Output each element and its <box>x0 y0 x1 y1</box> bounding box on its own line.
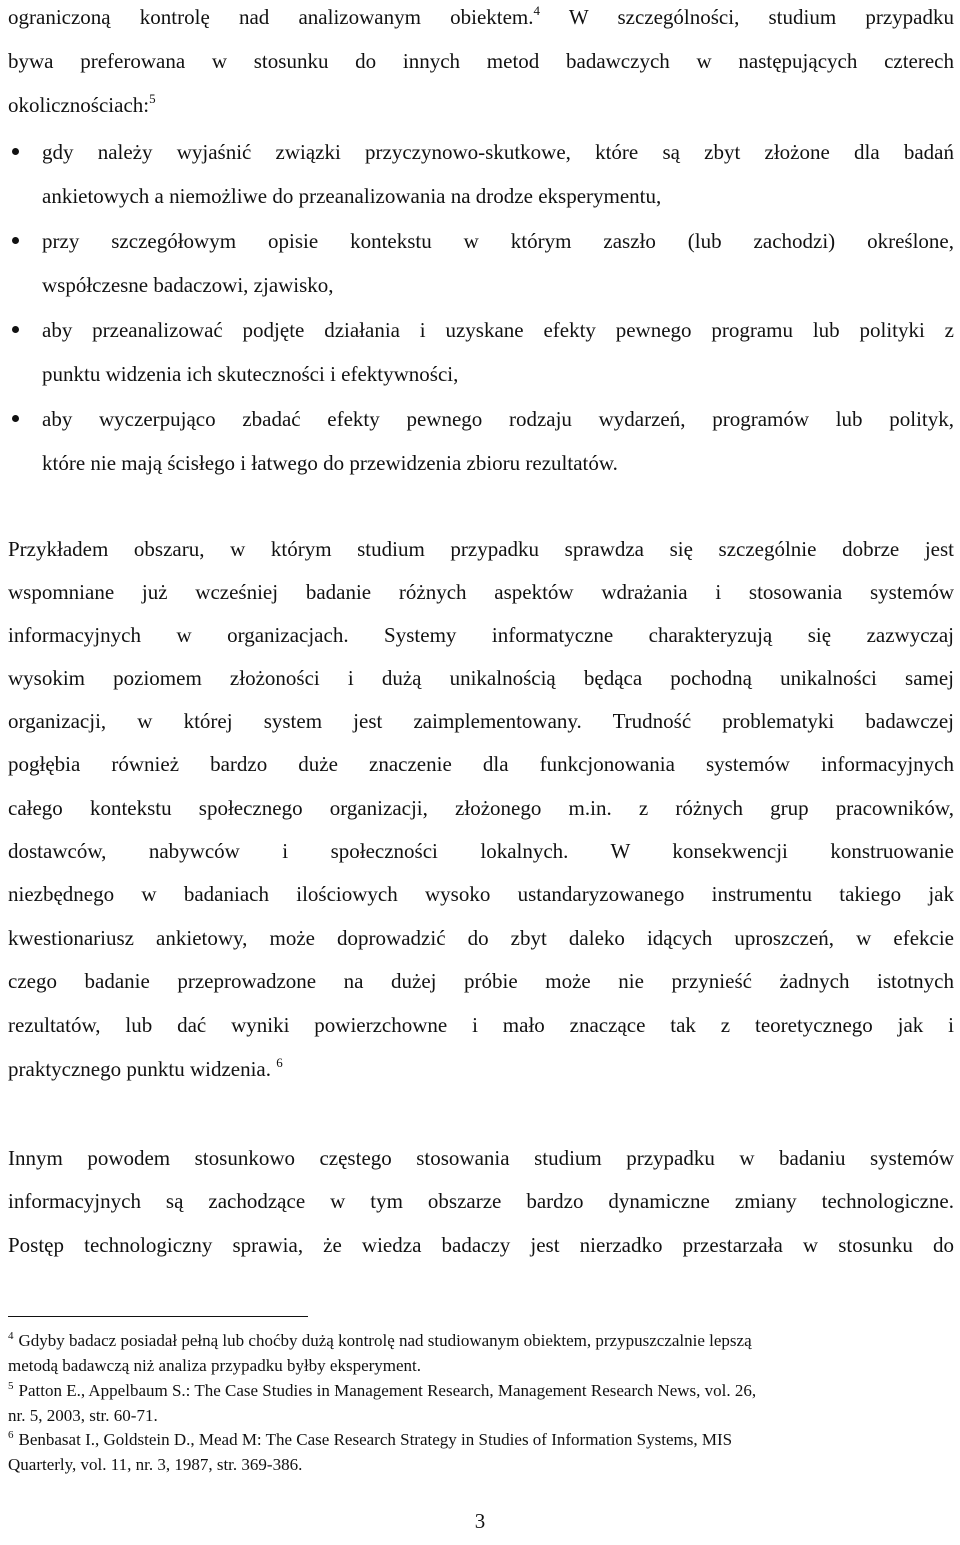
intro-text: ograniczoną kontrolę nad analizowanym obiektem. <box>8 5 534 29</box>
paragraph-line: Innym powodem stosunkowo częstego stosowania studium przypadku w badaniu systemów <box>8 1146 954 1170</box>
bullet-icon <box>12 415 19 422</box>
intro-text: okolicznościach: <box>8 93 150 117</box>
paragraph-line: organizacji, w której system jest zaimplementowany. Trudność problematyki badawczej <box>8 709 954 733</box>
paragraph-line: pogłębia również bardzo duże znaczenie dla funkcjonowania systemów informacyjnych <box>8 752 954 776</box>
list-item-text: przy szczegółowym opisie kontekstu w którym zaszło (lub zachodzi) określone, <box>42 229 954 253</box>
footnote-number: 5 <box>8 1380 14 1392</box>
footnote-number: 6 <box>8 1429 14 1441</box>
intro-line-1 <box>8 4 954 30</box>
bullet-icon <box>12 148 19 155</box>
paragraph-line: informacyjnych w organizacjach. Systemy informatyczne charakteryzują się zazwyczaj <box>8 623 954 647</box>
intro-text: W szczególności, studium przypadku <box>540 5 954 29</box>
list-item-text: ankietowych a niemożliwe do przeanalizowania na drodze eksperymentu, <box>42 184 662 208</box>
paragraph-line: niezbędnego w badaniach ilościowych wysoko ustandaryzowanego instrumentu takiego jak <box>8 882 954 906</box>
list-item-text: współczesne badaczowi, zjawisko, <box>42 273 334 297</box>
list-item-text: gdy należy wyjaśnić związki przyczynowo-skutkowe, które są zbyt złożone dla badań <box>42 140 954 164</box>
paragraph-line: Przykładem obszaru, w którym studium przypadku sprawdza się szczególnie dobrze jest <box>8 537 954 561</box>
paragraph-text: praktycznego punktu widzenia. <box>8 1057 277 1081</box>
footnote-text: Benbasat I., Goldstein D., Mead M: The Case Research Strategy in Studies of Information Systems, MIS <box>18 1430 733 1449</box>
footnote-line: Quarterly, vol. 11, nr. 3, 1987, str. 369-386. <box>8 1455 303 1474</box>
list-item-text: które nie mają ścisłego i łatwego do przewidzenia zbioru rezultatów. <box>42 451 618 475</box>
paragraph-line <box>8 1056 283 1082</box>
footnote-ref[interactable]: 5 <box>149 91 156 106</box>
footnote-line: nr. 5, 2003, str. 60-71. <box>8 1406 158 1425</box>
intro-line-2: bywa preferowana w stosunku do innych metod badawczych w następujących czterech <box>8 49 954 73</box>
paragraph-line: informacyjnych są zachodzące w tym obszarze bardzo dynamiczne zmiany technologiczne. <box>8 1189 954 1213</box>
paragraph-line: wysokim poziomem złożoności i dużą unikalnością będąca pochodną unikalności samej <box>8 666 954 690</box>
paragraph-line: rezultatów, lub dać wyniki powierzchowne i mało znaczące tak z teoretycznego jak i <box>8 1013 954 1037</box>
footnote-divider <box>8 1316 308 1317</box>
footnote-text: Gdyby badacz posiadał pełną lub choćby dużą kontrolę nad studiowanym obiektem, przypuszczalnie lepszą <box>18 1331 752 1350</box>
footnote-line <box>8 1429 732 1451</box>
paragraph-line: wspomniane już wcześniej badanie różnych aspektów wdrażania i stosowania systemów <box>8 580 954 604</box>
page-number: 3 <box>474 1509 486 1533</box>
paragraph-line: całego kontekstu społecznego organizacji, złożonego m.in. z różnych grup pracowników, <box>8 796 954 820</box>
list-item-text: punktu widzenia ich skuteczności i efektywności, <box>42 362 459 386</box>
paragraph-line: czego badanie przeprowadzone na dużej próbie może nie przynieść żadnych istotnych <box>8 969 954 993</box>
footnote-text: Patton E., Appelbaum S.: The Case Studies in Management Research, Management Research News, vol. 26, <box>18 1381 757 1400</box>
footnote-line <box>8 1330 752 1352</box>
footnote-line <box>8 1380 756 1402</box>
list-item-text: aby wyczerpująco zbadać efekty pewnego rodzaju wydarzeń, programów lub polityk, <box>42 407 954 431</box>
bullet-icon <box>12 326 19 333</box>
paragraph-line: kwestionariusz ankietowy, może doprowadzić do zbyt daleko idących uproszczeń, w efekcie <box>8 926 954 950</box>
footnote-ref[interactable]: 4 <box>533 3 541 18</box>
paragraph-line: Postęp technologiczny sprawia, że wiedza badaczy jest nierzadko przestarzała w stosunku do <box>8 1233 954 1257</box>
bullet-icon <box>12 237 19 244</box>
footnote-ref[interactable]: 6 <box>276 1055 283 1070</box>
list-item-text: aby przeanalizować podjęte działania i uzyskane efekty pewnego programu lub polityki z <box>42 318 954 342</box>
intro-line-3 <box>8 92 156 118</box>
paragraph-line: dostawców, nabywców i społeczności lokalnych. W konsekwencji konstruowanie <box>8 839 954 863</box>
footnote-line: metodą badawczą niż analiza przypadku byłby eksperyment. <box>8 1356 422 1375</box>
footnote-number: 4 <box>8 1330 14 1342</box>
